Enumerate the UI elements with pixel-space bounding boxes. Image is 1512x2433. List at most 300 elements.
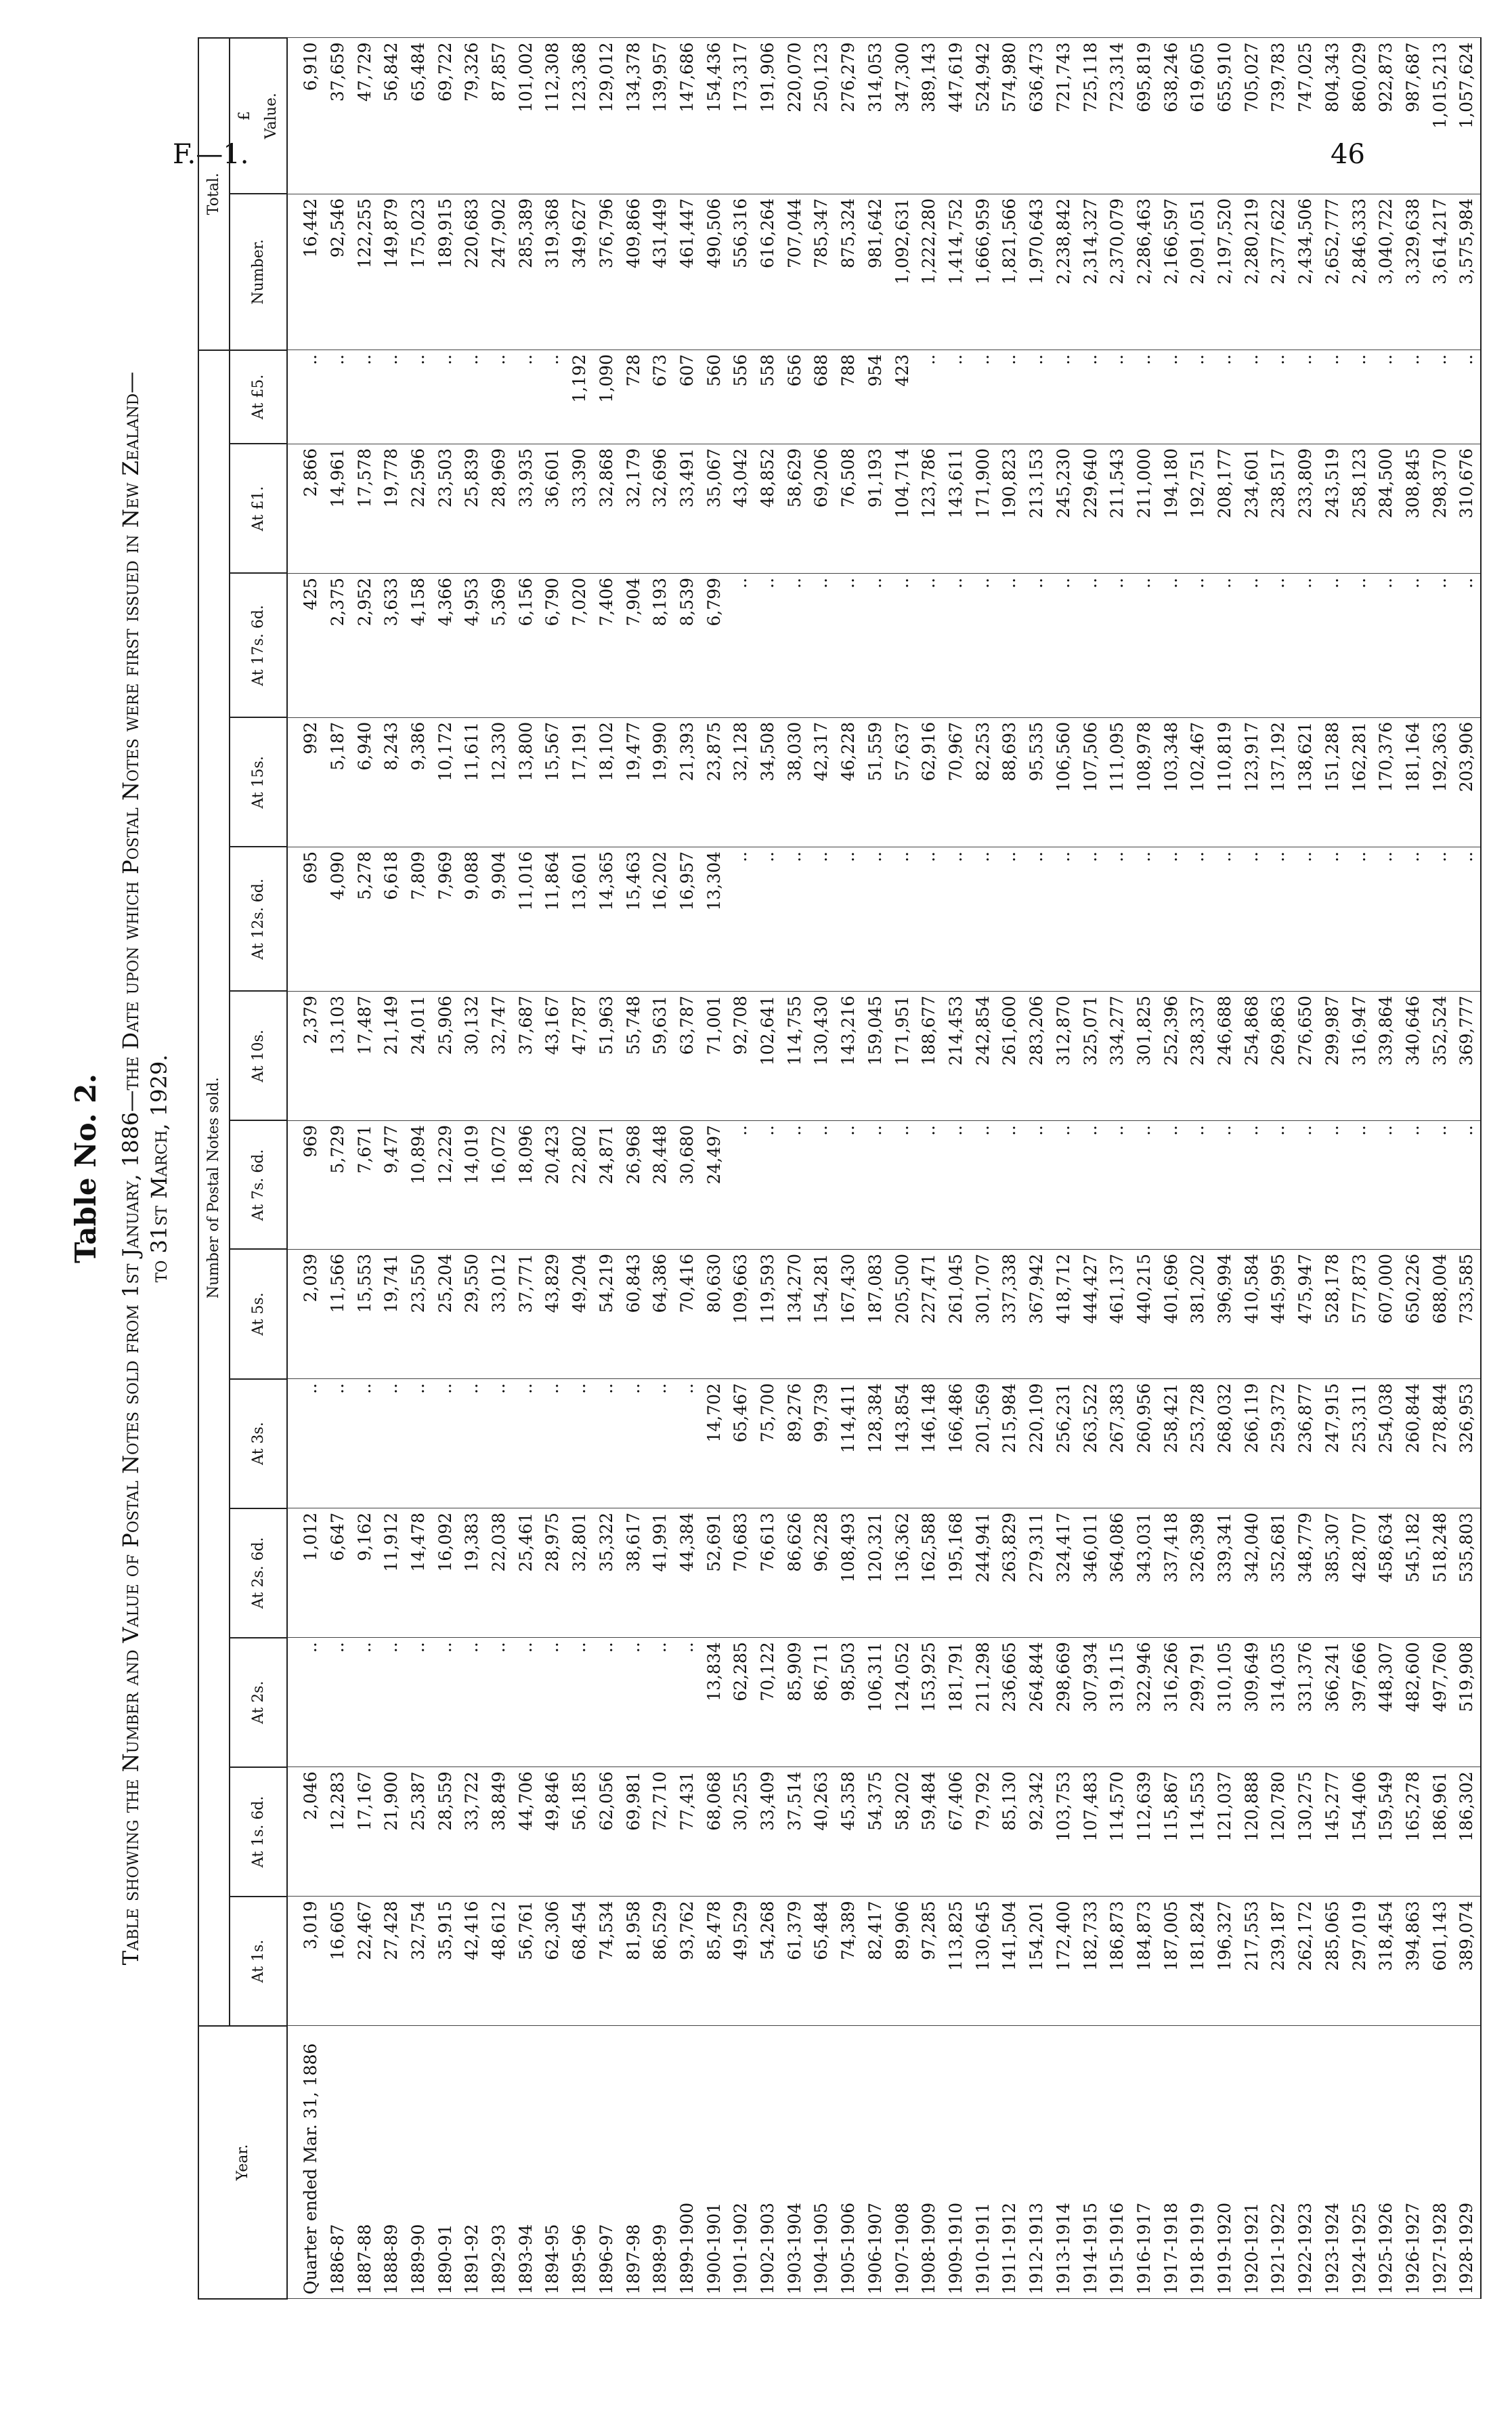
table-row	[862, 38, 889, 2299]
table-row	[1265, 38, 1292, 2299]
value-cell: ..	[1292, 847, 1319, 991]
value-cell: 981,642	[862, 194, 889, 350]
value-cell: 151,288	[1319, 717, 1346, 847]
value-cell: 29,550	[458, 1249, 485, 1378]
value-cell: 394,863	[1400, 1897, 1427, 2026]
value-cell: 87,857	[485, 38, 513, 194]
value-cell: ..	[727, 1121, 754, 1250]
value-cell: 103,753	[1050, 1767, 1077, 1897]
value-cell: 70,416	[674, 1249, 701, 1378]
value-cell: ..	[458, 1379, 485, 1508]
value-cell: ..	[1184, 847, 1211, 991]
value-cell: 104,714	[889, 444, 916, 573]
value-cell: 57,637	[889, 717, 916, 847]
value-cell: 33,390	[566, 444, 593, 573]
value-cell: 278,844	[1427, 1379, 1454, 1508]
value-cell: ..	[513, 1638, 540, 1767]
value-cell: 16,072	[485, 1121, 513, 1250]
value-cell: 95,535	[1023, 717, 1050, 847]
value-cell: 42,317	[808, 717, 835, 847]
value-cell: 134,270	[781, 1249, 808, 1378]
value-cell: ..	[1238, 573, 1266, 717]
value-cell: 37,687	[513, 991, 540, 1120]
value-cell: 114,553	[1184, 1767, 1211, 1897]
value-cell: 196,327	[1211, 1897, 1238, 2026]
year-cell: 1928-1929	[1453, 2026, 1481, 2299]
value-cell: 81,958	[620, 1897, 647, 2026]
year-cell: 1927-1928	[1427, 2026, 1454, 2299]
value-cell: 236,665	[996, 1638, 1023, 1767]
table-row	[287, 38, 324, 2299]
value-cell: 2,166,597	[1158, 194, 1185, 350]
value-cell: 33,409	[754, 1767, 781, 1897]
value-cell: ..	[513, 350, 540, 444]
value-cell: 236,877	[1292, 1379, 1319, 1508]
value-cell: ..	[1104, 350, 1131, 444]
value-cell: 261,045	[943, 1249, 970, 1378]
value-cell: ..	[996, 573, 1023, 717]
value-cell: 153,925	[915, 1638, 943, 1767]
value-cell: 119,593	[754, 1249, 781, 1378]
year-cell: 1907-1908	[889, 2026, 916, 2299]
value-cell: 59,631	[647, 991, 674, 1120]
value-cell: 24,011	[405, 991, 432, 1120]
value-cell: ..	[943, 1121, 970, 1250]
value-cell: 695,819	[1131, 38, 1158, 194]
value-cell: 3,040,722	[1373, 194, 1400, 350]
value-cell: ..	[781, 1121, 808, 1250]
value-cell: ..	[889, 1121, 916, 1250]
value-cell: 367,942	[1023, 1249, 1050, 1378]
value-cell: 308,845	[1400, 444, 1427, 573]
value-cell: 32,179	[620, 444, 647, 573]
value-cell: 68,068	[701, 1767, 728, 1897]
year-cell: 1887-88	[351, 2026, 379, 2299]
value-cell: 8,539	[674, 573, 701, 717]
table-row	[701, 38, 728, 2299]
value-cell: 107,506	[1077, 717, 1104, 847]
value-cell: 17,578	[351, 444, 379, 573]
value-cell: 120,321	[862, 1508, 889, 1638]
value-cell: 43,042	[727, 444, 754, 573]
year-cell: 1912-1913	[1023, 2026, 1050, 2299]
value-cell: 423	[889, 350, 916, 444]
value-cell: 440,215	[1131, 1249, 1158, 1378]
value-cell: 79,792	[970, 1767, 997, 1897]
year-cell: 1915-1916	[1104, 2026, 1131, 2299]
value-cell: 165,278	[1400, 1767, 1427, 1897]
value-cell: 7,671	[351, 1121, 379, 1250]
value-cell: 112,639	[1131, 1767, 1158, 1897]
table-row	[1158, 38, 1185, 2299]
value-cell: 6,618	[378, 847, 405, 991]
value-cell: ..	[970, 350, 997, 444]
value-cell: 1,821,566	[996, 194, 1023, 350]
value-cell: 211,000	[1131, 444, 1158, 573]
value-cell: ..	[1184, 1121, 1211, 1250]
value-cell: 725,118	[1077, 38, 1104, 194]
value-cell: 61,379	[781, 1897, 808, 2026]
value-cell: 461,447	[674, 194, 701, 350]
value-cell: ..	[1238, 1121, 1266, 1250]
value-cell: ..	[1050, 350, 1077, 444]
value-cell: 337,338	[996, 1249, 1023, 1378]
value-cell: ..	[1158, 847, 1185, 991]
value-cell: 334,277	[1104, 991, 1131, 1120]
value-cell: 58,629	[781, 444, 808, 573]
value-cell: 1,090	[593, 350, 620, 444]
value-cell: 76,613	[754, 1508, 781, 1638]
value-cell: 285,389	[513, 194, 540, 350]
value-cell: 220,109	[1023, 1379, 1050, 1508]
value-cell: 215,984	[996, 1379, 1023, 1508]
value-cell: 13,601	[566, 847, 593, 991]
value-cell: 195,168	[943, 1508, 970, 1638]
value-cell: 33,012	[485, 1249, 513, 1378]
value-cell: ..	[324, 350, 351, 444]
value-cell: 217,553	[1238, 1897, 1266, 2026]
table-row	[351, 38, 379, 2299]
value-cell: 28,969	[485, 444, 513, 573]
value-cell: ..	[1131, 1121, 1158, 1250]
value-cell: 130,430	[808, 991, 835, 1120]
value-cell: 448,307	[1373, 1638, 1400, 1767]
value-cell: 43,167	[539, 991, 566, 1120]
value-cell: 348,779	[1292, 1508, 1319, 1638]
value-cell: 46,228	[835, 717, 862, 847]
value-cell: 17,487	[351, 991, 379, 1120]
value-cell: ..	[1211, 1121, 1238, 1250]
value-cell: ..	[378, 1379, 405, 1508]
value-cell: ..	[351, 350, 379, 444]
value-cell: 112,308	[539, 38, 566, 194]
value-cell: 34,508	[754, 717, 781, 847]
table-row	[1400, 38, 1427, 2299]
value-cell: 2,238,842	[1050, 194, 1077, 350]
table-row	[1453, 38, 1481, 2299]
value-cell: ..	[1184, 573, 1211, 717]
value-cell: ..	[432, 1379, 459, 1508]
year-cell: 1926-1927	[1400, 2026, 1427, 2299]
value-cell: ..	[835, 573, 862, 717]
value-cell: ..	[593, 1638, 620, 1767]
value-cell: 723,314	[1104, 38, 1131, 194]
table-row	[378, 38, 405, 2299]
value-cell: ..	[620, 1638, 647, 1767]
value-cell: 49,204	[566, 1249, 593, 1378]
value-cell: 32,128	[727, 717, 754, 847]
value-cell: ..	[996, 1121, 1023, 1250]
value-cell: 40,263	[808, 1767, 835, 1897]
total-group-header: Total.	[198, 38, 230, 350]
value-cell: 428,707	[1346, 1508, 1373, 1638]
value-cell: ..	[647, 1638, 674, 1767]
value-cell: 20,423	[539, 1121, 566, 1250]
value-cell: 187,083	[862, 1249, 889, 1378]
value-cell: 21,900	[378, 1767, 405, 1897]
value-cell: 92,708	[727, 991, 754, 1120]
value-cell: 788	[835, 350, 862, 444]
value-cell: ..	[1131, 847, 1158, 991]
value-cell: ..	[1427, 1121, 1454, 1250]
value-cell: 141,504	[996, 1897, 1023, 2026]
value-cell: 113,825	[943, 1897, 970, 2026]
value-cell: 9,386	[405, 717, 432, 847]
value-cell: 528,178	[1319, 1249, 1346, 1378]
value-cell: 298,370	[1427, 444, 1454, 573]
table-body	[287, 38, 1481, 2299]
value-cell: 44,706	[513, 1767, 540, 1897]
value-cell: 56,185	[566, 1767, 593, 1897]
value-cell: 86,529	[647, 1897, 674, 2026]
year-cell: 1906-1907	[862, 2026, 889, 2299]
value-cell: 16,442	[287, 194, 324, 350]
value-cell: 21,149	[378, 991, 405, 1120]
value-cell: 238,337	[1184, 991, 1211, 1120]
value-cell: ..	[620, 1379, 647, 1508]
value-cell: 173,317	[727, 38, 754, 194]
value-cell: 12,283	[324, 1767, 351, 1897]
value-cell: 4,366	[432, 573, 459, 717]
value-cell: 262,172	[1292, 1897, 1319, 2026]
value-cell: 254,868	[1238, 991, 1266, 1120]
value-cell: 48,612	[485, 1897, 513, 2026]
value-cell: ..	[1238, 350, 1266, 444]
value-cell: 49,529	[727, 1897, 754, 2026]
value-cell: 114,755	[781, 991, 808, 1120]
value-cell: 56,842	[378, 38, 405, 194]
value-cell: 7,020	[566, 573, 593, 717]
year-cell: 1914-1915	[1077, 2026, 1104, 2299]
value-cell: 65,484	[405, 38, 432, 194]
value-cell: 299,791	[1184, 1638, 1211, 1767]
value-cell: 6,799	[701, 573, 728, 717]
value-cell: 30,132	[458, 991, 485, 1120]
value-cell: 12,229	[432, 1121, 459, 1250]
value-cell: 88,693	[996, 717, 1023, 847]
value-cell: 524,942	[970, 38, 997, 194]
value-cell: 11,864	[539, 847, 566, 991]
value-cell: ..	[1292, 573, 1319, 717]
value-cell: 123,786	[915, 444, 943, 573]
value-cell: 47,787	[566, 991, 593, 1120]
value-cell: ..	[432, 1638, 459, 1767]
value-cell: ..	[943, 350, 970, 444]
value-cell: 2,039	[287, 1249, 324, 1378]
value-cell: 352,681	[1265, 1508, 1292, 1638]
value-cell: 85,478	[701, 1897, 728, 2026]
value-cell: 6,790	[539, 573, 566, 717]
denomination-header: At £1.	[230, 444, 287, 573]
value-cell: 69,981	[620, 1767, 647, 1897]
value-cell: ..	[1292, 1121, 1319, 1250]
value-cell: 545,182	[1400, 1508, 1427, 1638]
value-cell: 18,096	[513, 1121, 540, 1250]
value-cell: 89,906	[889, 1897, 916, 2026]
value-cell: 181,824	[1184, 1897, 1211, 2026]
value-cell: 186,961	[1427, 1767, 1454, 1897]
value-cell: 37,514	[781, 1767, 808, 1897]
value-cell: ..	[1400, 847, 1427, 991]
table-row	[513, 38, 540, 2299]
value-cell: 188,677	[915, 991, 943, 1120]
value-cell: 234,601	[1238, 444, 1266, 573]
value-cell: ..	[1077, 350, 1104, 444]
value-cell: 11,912	[378, 1508, 405, 1638]
value-cell: 656	[781, 350, 808, 444]
value-cell: 389,143	[915, 38, 943, 194]
value-cell: 213,153	[1023, 444, 1050, 573]
value-cell: 194,180	[1158, 444, 1185, 573]
table-row	[324, 38, 351, 2299]
value-cell: ..	[1023, 350, 1050, 444]
value-cell: ..	[1319, 573, 1346, 717]
value-cell: 316,266	[1158, 1638, 1185, 1767]
value-cell: 32,747	[485, 991, 513, 1120]
value-cell: 326,953	[1453, 1379, 1481, 1508]
value-cell: ..	[1077, 1121, 1104, 1250]
table-row	[970, 38, 997, 2299]
value-cell: ..	[1427, 847, 1454, 991]
value-cell: 253,728	[1184, 1379, 1211, 1508]
value-cell: 58,202	[889, 1767, 916, 1897]
value-cell: 258,123	[1346, 444, 1373, 573]
value-cell: 182,733	[1077, 1897, 1104, 2026]
value-cell: ..	[1265, 847, 1292, 991]
table-row	[1292, 38, 1319, 2299]
year-cell: 1886-87	[324, 2026, 351, 2299]
value-cell: 16,605	[324, 1897, 351, 2026]
value-cell: 82,417	[862, 1897, 889, 2026]
value-cell: ..	[1023, 1121, 1050, 1250]
value-cell: ..	[943, 573, 970, 717]
value-cell: 22,467	[351, 1897, 379, 2026]
value-cell: 601,143	[1427, 1897, 1454, 2026]
value-cell: 107,483	[1077, 1767, 1104, 1897]
value-cell: ..	[1023, 573, 1050, 717]
value-cell: 253,311	[1346, 1379, 1373, 1508]
value-cell: 35,322	[593, 1508, 620, 1638]
value-cell: 38,030	[781, 717, 808, 847]
value-cell: 175,023	[405, 194, 432, 350]
value-cell: ..	[1319, 1121, 1346, 1250]
value-cell: 339,341	[1211, 1508, 1238, 1638]
value-cell: 1,092,631	[889, 194, 916, 350]
value-cell: 45,358	[835, 1767, 862, 1897]
value-cell: 9,088	[458, 847, 485, 991]
year-cell: 1901-1902	[727, 2026, 754, 2299]
value-cell: ..	[458, 1638, 485, 1767]
value-cell: 655,910	[1211, 38, 1238, 194]
value-cell: 106,560	[1050, 717, 1077, 847]
value-cell: ..	[432, 350, 459, 444]
year-cell: 1900-1901	[701, 2026, 728, 2299]
value-cell: 233,809	[1292, 444, 1319, 573]
value-cell: 114,411	[835, 1379, 862, 1508]
table-row	[674, 38, 701, 2299]
value-cell: 258,421	[1158, 1379, 1185, 1508]
value-cell: 63,787	[674, 991, 701, 1120]
value-cell: 352,524	[1427, 991, 1454, 1120]
year-cell: 1897-98	[620, 2026, 647, 2299]
value-cell: 52,691	[701, 1508, 728, 1638]
value-cell: ..	[1373, 847, 1400, 991]
value-cell: 285,065	[1319, 1897, 1346, 2026]
value-cell: 35,067	[701, 444, 728, 573]
value-cell: 48,852	[754, 444, 781, 573]
value-cell: 519,908	[1453, 1638, 1481, 1767]
value-cell: ..	[647, 1379, 674, 1508]
value-cell: ..	[1400, 1121, 1427, 1250]
value-cell: 650,226	[1400, 1249, 1427, 1378]
value-cell: ..	[539, 350, 566, 444]
value-cell: 55,748	[620, 991, 647, 1120]
value-cell: ..	[1104, 1121, 1131, 1250]
value-cell: 307,934	[1077, 1638, 1104, 1767]
value-cell: 401,696	[1158, 1249, 1185, 1378]
year-cell: 1921-1922	[1265, 2026, 1292, 2299]
value-cell: 38,617	[620, 1508, 647, 1638]
value-cell: 264,844	[1023, 1638, 1050, 1767]
denomination-header: At £5.	[230, 350, 287, 444]
table-row	[1373, 38, 1400, 2299]
value-cell: 123,917	[1238, 717, 1266, 847]
value-cell: ..	[593, 1379, 620, 1508]
value-cell: ..	[378, 350, 405, 444]
value-cell: 229,640	[1077, 444, 1104, 573]
value-cell: ..	[996, 350, 1023, 444]
year-cell: 1898-99	[647, 2026, 674, 2299]
value-cell: 728	[620, 350, 647, 444]
value-cell: 16,202	[647, 847, 674, 991]
value-cell: 6,156	[513, 573, 540, 717]
value-cell: 17,167	[351, 1767, 379, 1897]
value-cell: ..	[539, 1379, 566, 1508]
value-cell: 6,647	[324, 1508, 351, 1638]
value-cell: 431,449	[647, 194, 674, 350]
value-cell: ..	[1319, 350, 1346, 444]
value-cell: 9,904	[485, 847, 513, 991]
value-cell: 342,040	[1238, 1508, 1266, 1638]
value-cell: 14,365	[593, 847, 620, 991]
value-cell: 987,687	[1400, 38, 1427, 194]
value-cell: 688	[808, 350, 835, 444]
value-cell: ..	[1265, 350, 1292, 444]
denomination-header: At 12s. 6d.	[230, 847, 287, 991]
value-cell: 969	[287, 1121, 324, 1250]
value-cell: 192,751	[1184, 444, 1211, 573]
value-cell: 159,045	[862, 991, 889, 1120]
value-cell: ..	[1077, 847, 1104, 991]
value-cell: 22,596	[405, 444, 432, 573]
total-number-header: Number.	[230, 194, 287, 350]
value-cell: ..	[378, 1638, 405, 1767]
value-cell: 69,206	[808, 444, 835, 573]
value-cell: 860,029	[1346, 38, 1373, 194]
value-cell: 396,994	[1211, 1249, 1238, 1378]
value-cell: 314,053	[862, 38, 889, 194]
value-cell: 124,052	[889, 1638, 916, 1767]
value-cell: ..	[1346, 350, 1373, 444]
value-cell: 8,243	[378, 717, 405, 847]
value-cell: 62,306	[539, 1897, 566, 2026]
value-cell: 556,316	[727, 194, 754, 350]
year-cell: 1892-93	[485, 2026, 513, 2299]
value-cell: 62,916	[915, 717, 943, 847]
year-cell: 1902-1903	[754, 2026, 781, 2299]
value-cell: 25,839	[458, 444, 485, 573]
table-row	[1238, 38, 1266, 2299]
